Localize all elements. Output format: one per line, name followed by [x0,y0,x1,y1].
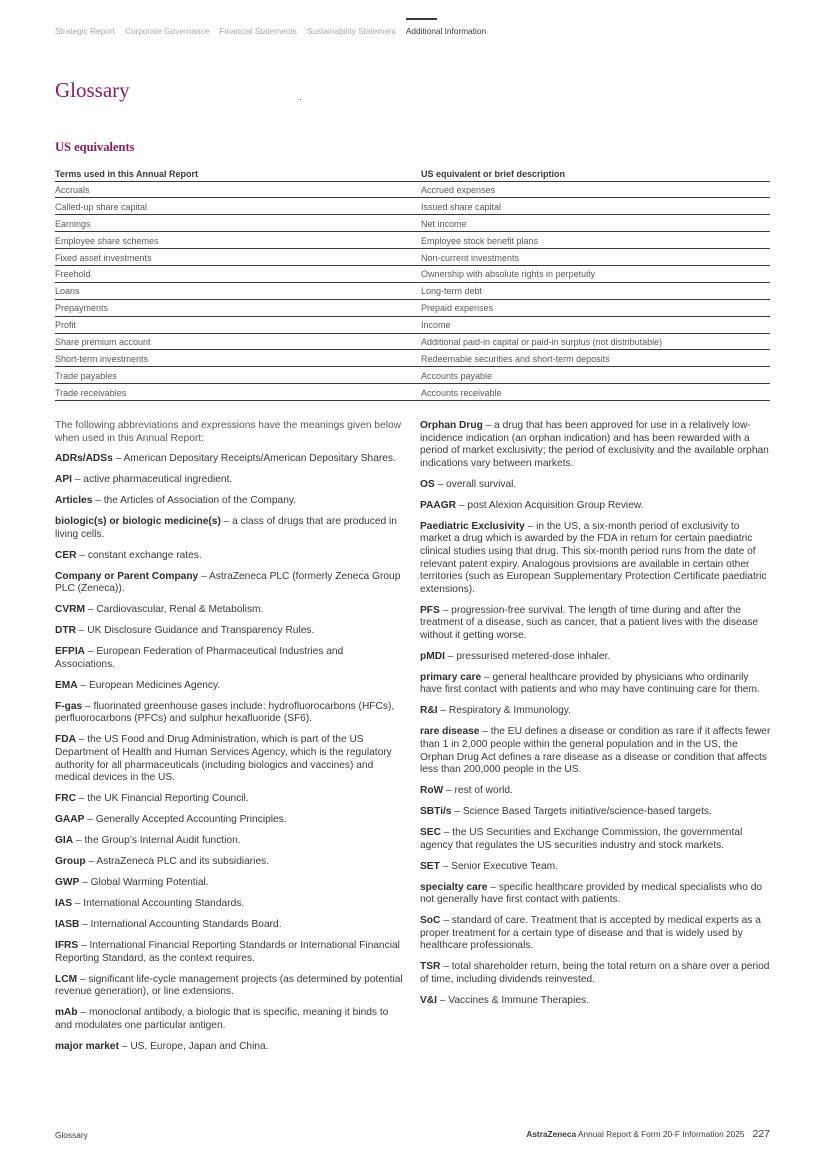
glossary-definition: – overall survival. [434,478,517,490]
us-equivalent-cell: Prepaid expenses [421,299,770,316]
glossary-term: SEC [420,827,441,839]
glossary-definition: – active pharmaceutical ingredient. [71,474,233,486]
glossary-entry [420,882,772,907]
glossary-entry [420,861,772,874]
glossary-entry [55,1041,405,1054]
glossary-definition: – specific healthcare provided by medical specialists who do not generally have first contact with patients. [420,881,763,906]
glossary-entry [420,726,772,776]
glossary-term: Orphan Drug [420,420,483,431]
footer-document-info [526,1128,770,1140]
term-cell: Trade payables [55,367,421,384]
table-row [55,299,770,316]
table-body [55,181,770,401]
glossary-term: LCM [55,973,78,985]
glossary-entry [420,806,772,819]
glossary-term: OS [420,478,435,490]
glossary-definition: – significant life-cycle management projects (as determined by potential revenue generation), or line extensions. [55,973,403,998]
us-equivalent-cell: Employee stock benefit plans [421,232,770,249]
glossary-term: RoW [420,785,444,797]
glossary-term: IAS [55,898,72,910]
table-row [55,316,770,333]
glossary-term: primary care [420,671,482,683]
glossary-term: GIA [55,835,74,847]
glossary-entry [55,474,405,487]
us-equivalent-cell: Issued share capital [421,198,770,215]
glossary-definition: – American Depositary Receipts/American Depositary Shares. [112,453,396,465]
us-equivalents-table [55,166,770,401]
glossary-entry [55,1007,405,1032]
glossary-entry [420,785,772,798]
glossary-entry [55,701,405,726]
us-equivalents-title: US equivalents [55,140,135,154]
nav-additional-information[interactable]: Additional Information [405,26,487,36]
glossary-entry [55,734,405,784]
glossary-entry [420,500,772,513]
glossary-term: DTR [55,625,76,637]
us-equivalent-cell: Accounts payable [421,367,770,384]
us-equivalent-cell: Accounts receivable [421,384,770,401]
nav-corporate-governance[interactable]: Corporate Governance [124,26,210,36]
glossary-definition: – Vaccines & Immune Therapies. [436,995,589,1007]
glossary-definition: – the UK Financial Reporting Council. [75,793,249,805]
stray-dot [300,99,301,100]
glossary-entry [55,974,405,999]
glossary-term: GWP [55,877,80,889]
table-row [55,350,770,367]
glossary-definition: – total shareholder return, being the total return on a share over a period of time, including dividends reinvested. [420,961,770,986]
glossary-term: Articles [55,495,93,507]
glossary-term: ADRs/ADSs [55,453,113,465]
glossary-entry [55,940,405,965]
glossary-entry [55,898,405,911]
glossary-definition: – the US Securities and Exchange Commission, the governmental agency that regulates the US securities industry and stock markets. [420,827,743,851]
nav-strategic-report[interactable]: Strategic Report [55,26,115,36]
glossary-term: TSR [420,961,441,973]
glossary-entry [55,835,405,848]
glossary-entry [420,672,772,697]
page-number: 227 [752,1128,770,1140]
term-cell: Short-term investments [55,350,421,367]
glossary-term: CER [55,549,77,561]
glossary-term: Group [55,856,86,868]
glossary-term: IASB [55,919,80,931]
glossary-entry [55,680,405,693]
glossary-term: SET [420,860,440,872]
term-cell: Trade receivables [55,384,421,401]
glossary-term: Paediatric Exclusivity [420,520,525,532]
term-cell: Share premium account [55,333,421,350]
glossary-term: API [55,474,72,486]
glossary-definition: – International Accounting Standards. [71,898,245,910]
page-title: Glossary [55,78,130,102]
glossary-entry [55,495,405,508]
glossary-definition: – the Group’s Internal Audit function. [73,835,241,847]
glossary-entry [55,919,405,932]
glossary-entry [55,646,405,671]
glossary-definition: – UK Disclosure Guidance and Transparency Rules. [75,625,315,637]
glossary-entry [420,915,772,953]
glossary-entry [420,961,772,986]
term-cell: Freehold [55,265,421,282]
glossary-term: major market [55,1040,119,1052]
glossary-entry [420,705,772,718]
us-equivalent-cell: Long-term debt [421,282,770,299]
glossary-term: FDA [55,734,76,746]
glossary-definition: – the Articles of Association of the Company. [92,495,297,507]
glossary-entry [55,856,405,869]
footer-brand: AstraZeneca [526,1129,577,1139]
table-row [55,215,770,232]
table-header-row [55,166,770,181]
glossary-entry [55,793,405,806]
glossary-definition: – AstraZeneca PLC and its subsidiaries. [85,856,270,868]
glossary-term: SoC [420,915,441,927]
glossary-definition: – fluorinated greenhouse gases include: hydrofluorocarbons (HFCs), perfluorocarbons (PFCs) and sulphur hexafluoride (SF6). [55,700,395,725]
term-cell: Fixed asset investments [55,249,421,266]
glossary-definition: – pressurised metered-dose inhaler. [444,650,611,662]
glossary-entry [420,651,772,664]
glossary-definition: – European Medicines Agency. [77,679,221,691]
glossary-entry [55,550,405,563]
glossary-right-list [420,420,772,1008]
section-nav [55,26,486,36]
glossary-term: R&I [420,705,438,717]
footer-document-title: Annual Report & Form 20-F Information 2025 [576,1129,745,1139]
glossary-entry [420,479,772,492]
glossary-term: rare disease [420,726,480,738]
glossary-term: EFPIA [55,646,86,658]
glossary-entry [420,521,772,597]
glossary-definition: – the US Food and Drug Administration, which is part of the US Department of Health and Human Services Agency, which is the regulatory authority for all pharmaceuticals (including biologics and vaccines) and medical devices in the US. [55,734,392,784]
glossary-term: FRC [55,793,76,805]
glossary-definition: – Global Warming Potential. [79,877,209,889]
glossary-left-column [55,420,405,1062]
glossary-entry [420,827,772,852]
us-equivalent-cell: Income [421,316,770,333]
glossary-definition: – Science Based Targets initiative/science-based targets. [451,806,712,818]
glossary-entry [420,995,772,1008]
glossary-term: F-gas [55,700,83,712]
glossary-definition: – monoclonal antibody, a biologic that is specific, meaning it binds to and modulates one particular antigen. [55,1007,389,1031]
glossary-definition: – AstraZeneca PLC (formerly Zeneca Group PLC (Zeneca)). [55,570,401,595]
us-equivalent-cell: Redeemable securities and short-term deposits [421,350,770,367]
glossary-definition: – International Financial Reporting Standards or International Financial Reporting Standard, as the context requires. [55,940,400,964]
glossary-term: IFRS [55,940,79,952]
us-equivalent-cell: Non-current investments [421,249,770,266]
glossary-intro: The following abbreviations and expressions have the meanings given below when used in this Annual Report: [55,420,402,444]
glossary-definition: – constant exchange rates. [76,549,202,561]
glossary-term: GAAP [55,814,85,826]
glossary-definition: – a class of drugs that are produced in living cells. [55,516,397,540]
table-row [55,198,770,215]
glossary-entry [55,453,405,466]
table-row [55,282,770,299]
column-header-us-equivalent: US equivalent or brief description [421,166,770,181]
glossary-term: PFS [420,604,440,616]
glossary-term: pMDI [420,650,445,662]
glossary-term: V&I [420,995,437,1007]
glossary-entry [420,605,772,643]
term-cell: Prepayments [55,299,421,316]
glossary-definition: – US, Europe, Japan and China. [119,1040,269,1052]
table-row [55,367,770,384]
table-row [55,333,770,350]
glossary-definition: – Respiratory & Immunology. [437,705,571,717]
glossary-definition: – a drug that has been approved for use in a relatively low-incidence indication (an orphan indication) and has been rewarded with a period of market exclusivity; the period of exclusivity and the available orphan indications vary between markets. [420,420,769,469]
footer-section-label: Glossary [55,1130,88,1140]
glossary-definition: – standard of care. Treatment that is accepted by medical experts as a proper treatment for a certain type of disease and that is widely used by healthcare professionals. [420,915,761,952]
glossary-term: specialty care [420,881,488,893]
glossary-term: PAAGR [420,499,457,511]
glossary-right-column [420,420,772,1016]
term-cell: Employee share schemes [55,232,421,249]
glossary-definition: – progression-free survival. The length of time during and after the treatment of a disease, such as cancer, that a patient lives with the disease without it getting worse. [420,604,759,641]
glossary-term: CVRM [55,604,85,616]
term-cell: Accruals [55,181,421,198]
table-row [55,249,770,266]
table-row [55,384,770,401]
glossary-definition: – in the US, a six-month period of exclusivity to market a drug which is awarded by the FDA in return for certain paediatric clinical studies using that drug. This six-month period runs from the date of relevant patent expiry. Analogous provisions are available in certain other territories (such as European Supplementary Protection Certificate paediatric extensions). [420,520,767,595]
glossary-definition: – post Alexion Acquisition Group Review. [456,499,644,511]
glossary-definition: – International Accounting Standards Board. [79,919,282,931]
glossary-term: biologic(s) or biologic medicine(s) [55,516,221,528]
glossary-term: SBTi/s [420,806,452,818]
table-row [55,181,770,198]
nav-financial-statements[interactable]: Financial Statements [219,26,297,36]
glossary-entry [55,516,405,541]
glossary-left-list [55,453,405,1053]
glossary-entry [55,877,405,890]
glossary-definition: – Senior Executive Team. [439,860,558,872]
us-equivalent-cell: Accrued expenses [421,181,770,198]
table-row [55,265,770,282]
glossary-entry [420,420,772,470]
table-row [55,232,770,249]
glossary-entry [55,571,405,596]
glossary-entry [55,814,405,827]
glossary-definition: – Generally Accepted Accounting Principles. [84,814,287,826]
term-cell: Loans [55,282,421,299]
us-equivalent-cell: Ownership with absolute rights in perpetuity [421,265,770,282]
glossary-definition: – the EU defines a disease or condition as rare if it affects fewer than 1 in 2,000 people within the general population and in the US, the Orphan Drug Act defines a rare disease as a disease or condition that affects less than 200,000 people in the US. [420,726,771,776]
glossary-entry [55,604,405,617]
nav-sustainability-statement[interactable]: Sustainability Statement [306,26,396,36]
term-cell: Profit [55,316,421,333]
glossary-definition: – European Federation of Pharmaceutical Industries and Associations. [55,646,344,670]
glossary-term: Company or Parent Company [55,570,199,582]
glossary-definition: – Cardiovascular, Renal & Metabolism. [85,604,264,616]
column-header-terms: Terms used in this Annual Report [55,166,421,181]
term-cell: Called-up share capital [55,198,421,215]
glossary-term: EMA [55,679,78,691]
us-equivalent-cell: Additional paid-in capital or paid-in surplus (not distributable) [421,333,770,350]
us-equivalent-cell: Net income [421,215,770,232]
glossary-term: mAb [55,1007,78,1019]
glossary-entry [55,625,405,638]
glossary-definition: – general healthcare provided by physicians who ordinarily have first contact with patients and who may have continuing care for them. [420,671,760,696]
glossary-definition: – rest of world. [443,785,513,797]
term-cell: Earnings [55,215,421,232]
